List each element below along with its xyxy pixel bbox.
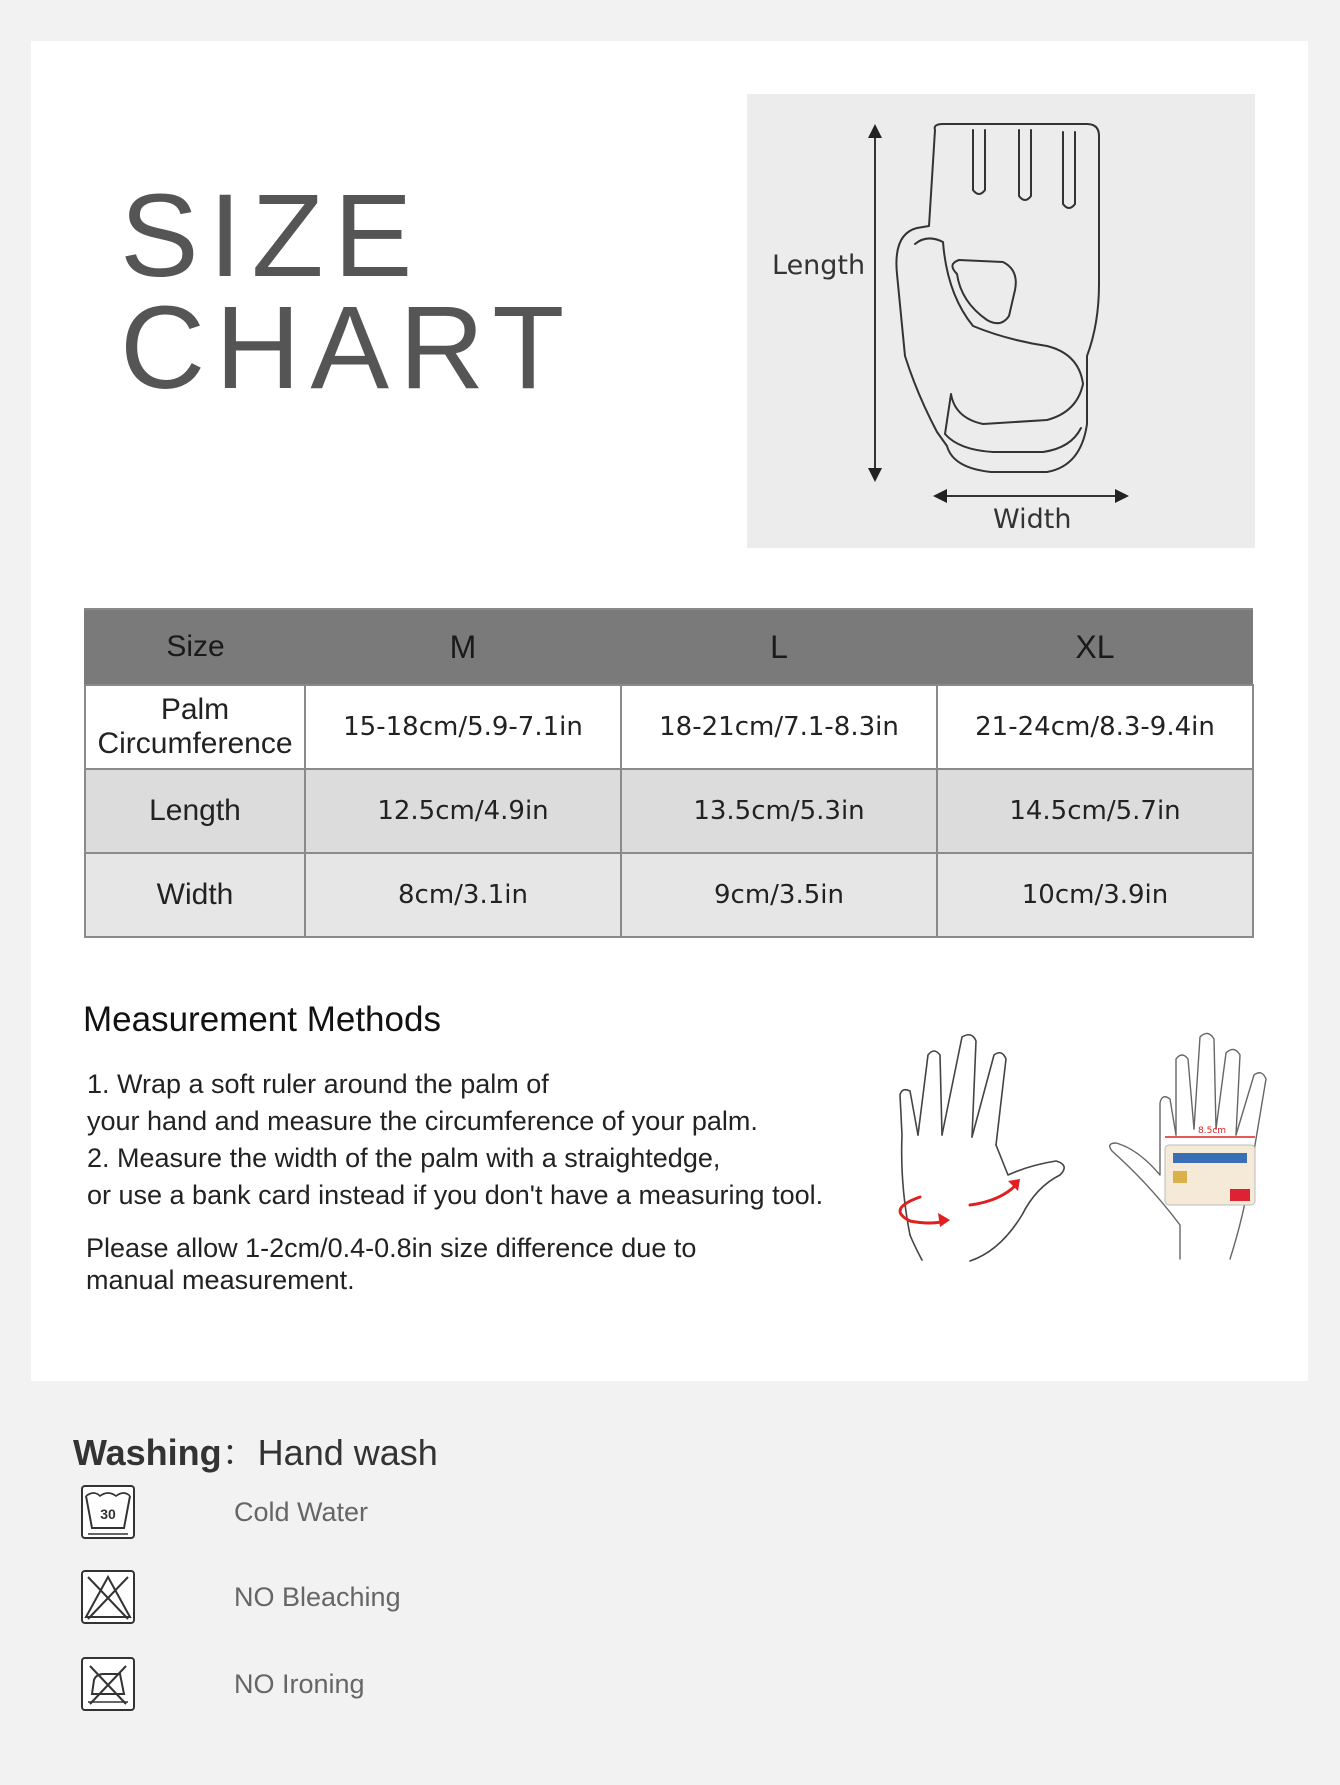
row-label-width: Width [85, 853, 305, 937]
table-cell: 9cm/3.5in [621, 853, 937, 937]
header-size: Size [85, 609, 305, 685]
measurement-note: Please allow 1-2cm/0.4-0.8in size difference due to manual measurement. [86, 1233, 697, 1295]
header-l: L [621, 609, 937, 685]
table-cell: 8cm/3.1in [305, 853, 621, 937]
glove-diagram [747, 94, 1255, 548]
wash-item-label: NO Ironing [234, 1668, 365, 1699]
table-cell: 18-21cm/7.1-8.3in [621, 685, 937, 769]
row-label-length: Length [85, 769, 305, 853]
table-row [85, 853, 1253, 937]
washing-title: Washing：Hand wash [73, 1432, 438, 1473]
wash-item-no-ironing [80, 1656, 365, 1712]
table-row [85, 685, 1253, 769]
wash-item-label: Cold Water [234, 1496, 369, 1527]
table-cell: 13.5cm/5.3in [621, 769, 937, 853]
no-bleach-icon [80, 1569, 136, 1625]
title-line-1: SIZE [120, 170, 423, 302]
table-cell: 10cm/3.9in [937, 853, 1253, 937]
measurement-instructions: 1. Wrap a soft ruler around the palm of your hand and measure the circumference of your palm. 2. Measure the width of the palm with a straightedge, or use a bank card instead if you don't have a measuring tool. [87, 1069, 824, 1210]
table-header-row [85, 609, 1253, 685]
hand-wrap-icon [900, 1035, 1064, 1261]
wash-30-icon [80, 1484, 136, 1540]
no-iron-icon [80, 1656, 136, 1712]
table-cell: 14.5cm/5.7in [937, 769, 1253, 853]
size-table [84, 608, 1254, 938]
table-cell: 12.5cm/4.9in [305, 769, 621, 853]
table-cell: 21-24cm/8.3-9.4in [937, 685, 1253, 769]
title-line-2: CHART [120, 282, 575, 414]
wash-item-cold-water [80, 1484, 368, 1540]
table-cell: 15-18cm/5.9-7.1in [305, 685, 621, 769]
length-label: Length [772, 250, 866, 281]
row-label-palm: Palm Circumference [85, 685, 305, 769]
wash-item-label: NO Bleaching [234, 1581, 401, 1612]
measurement-title: Measurement Methods [83, 1000, 441, 1039]
table-row [85, 769, 1253, 853]
glove-outline-icon [747, 94, 1255, 548]
header-m: M [305, 609, 621, 685]
header-xl: XL [937, 609, 1253, 685]
wash-item-no-bleaching [80, 1569, 401, 1625]
width-label: Width [993, 504, 1072, 535]
page-title [120, 170, 575, 414]
svg-text:30: 30 [100, 1506, 116, 1522]
hand-measurement-illustration [880, 1025, 1280, 1265]
card-width-label: 8.5cm [1198, 1126, 1227, 1136]
